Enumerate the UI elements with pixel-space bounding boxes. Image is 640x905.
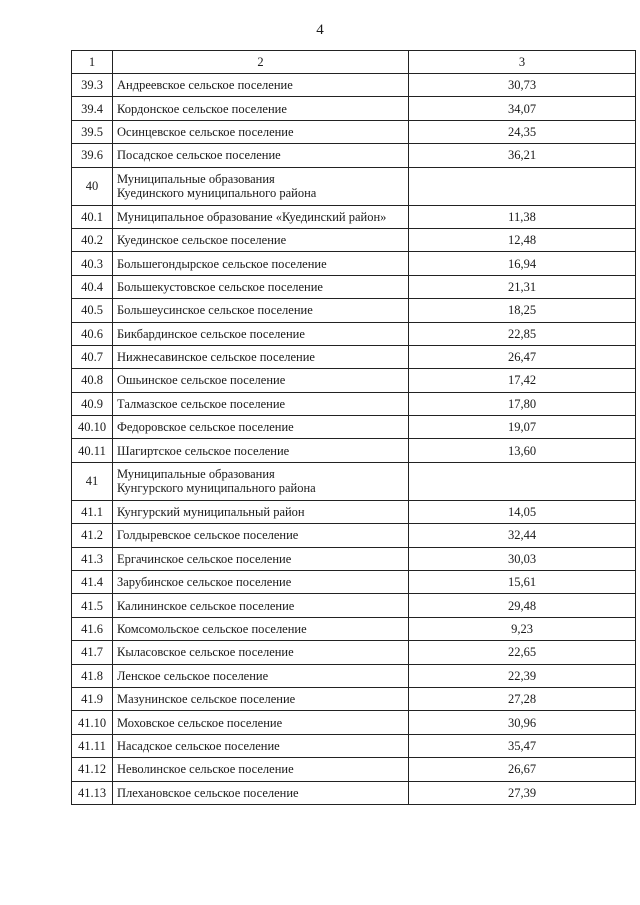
row-name (113, 462, 409, 500)
row-value: 22,85 (409, 322, 636, 345)
table-group-row (72, 462, 636, 500)
row-name (113, 275, 409, 298)
row-name-line: Нижнесавинское сельское поселение (117, 350, 315, 365)
row-number: 39.6 (72, 144, 113, 167)
row-value: 12,48 (409, 228, 636, 251)
row-name (113, 439, 409, 462)
table-row (72, 524, 636, 547)
table-row (72, 120, 636, 143)
row-value: 26,47 (409, 345, 636, 368)
row-name-line: Бикбардинское сельское поселение (117, 326, 305, 341)
row-name (113, 664, 409, 687)
row-number: 40 (72, 167, 113, 205)
header-col-2: 2 (113, 51, 409, 74)
row-value: 11,38 (409, 205, 636, 228)
table-row (72, 144, 636, 167)
row-name-line: Ошьинское сельское поселение (117, 373, 286, 388)
row-name-line: Неволинское сельское поселение (117, 762, 294, 777)
row-name-line: Калининское сельское поселение (117, 598, 295, 613)
row-name-line: Осинцевское сельское поселение (117, 124, 294, 139)
row-value: 24,35 (409, 120, 636, 143)
row-name-line: Кунгурский муниципальный район (117, 505, 305, 520)
table-row (72, 97, 636, 120)
row-name-line: Кордонское сельское поселение (117, 101, 287, 116)
row-number: 39.5 (72, 120, 113, 143)
table-row (72, 369, 636, 392)
row-name-line: Муниципальные образования (117, 172, 275, 187)
table-row (72, 547, 636, 570)
row-value: 30,96 (409, 711, 636, 734)
row-name (113, 687, 409, 710)
row-name (113, 120, 409, 143)
row-value: 16,94 (409, 252, 636, 275)
row-number: 41.9 (72, 687, 113, 710)
row-number: 41.12 (72, 758, 113, 781)
row-number: 40.7 (72, 345, 113, 368)
row-name (113, 641, 409, 664)
row-number: 39.4 (72, 97, 113, 120)
row-name (113, 167, 409, 205)
row-name (113, 711, 409, 734)
table-row (72, 734, 636, 757)
table-row (72, 687, 636, 710)
row-value: 22,65 (409, 641, 636, 664)
row-name (113, 74, 409, 97)
row-name-line: Андреевское сельское поселение (117, 78, 293, 93)
row-value (409, 167, 636, 205)
row-number: 41.3 (72, 547, 113, 570)
table-row (72, 275, 636, 298)
row-name-line: Посадское сельское поселение (117, 148, 281, 163)
row-name (113, 144, 409, 167)
row-number: 41.6 (72, 617, 113, 640)
row-name (113, 299, 409, 322)
row-number: 41.5 (72, 594, 113, 617)
row-number: 39.3 (72, 74, 113, 97)
row-number: 41.7 (72, 641, 113, 664)
row-value: 30,73 (409, 74, 636, 97)
row-number: 40.10 (72, 416, 113, 439)
row-number: 41 (72, 462, 113, 500)
row-number: 40.2 (72, 228, 113, 251)
row-name (113, 571, 409, 594)
row-number: 41.4 (72, 571, 113, 594)
row-number: 40.4 (72, 275, 113, 298)
row-value: 19,07 (409, 416, 636, 439)
row-name-line: Ленское сельское поселение (117, 668, 269, 683)
table-row (72, 781, 636, 804)
table-row (72, 594, 636, 617)
row-name (113, 322, 409, 345)
row-name-line: Шагиртское сельское поселение (117, 443, 290, 458)
row-value: 30,03 (409, 547, 636, 570)
row-name (113, 547, 409, 570)
table-row (72, 205, 636, 228)
row-number: 41.2 (72, 524, 113, 547)
row-name (113, 781, 409, 804)
row-name (113, 617, 409, 640)
row-name (113, 228, 409, 251)
table-group-row (72, 167, 636, 205)
row-number: 40.9 (72, 392, 113, 415)
table-row (72, 345, 636, 368)
row-value: 27,39 (409, 781, 636, 804)
row-value: 13,60 (409, 439, 636, 462)
header-col-3: 3 (409, 51, 636, 74)
row-number: 41.11 (72, 734, 113, 757)
table-row (72, 322, 636, 345)
row-value: 36,21 (409, 144, 636, 167)
row-name (113, 392, 409, 415)
row-number: 40.3 (72, 252, 113, 275)
row-name-line: Федоровское сельское поселение (117, 420, 294, 435)
row-name-line: Большеусинское сельское поселение (117, 303, 313, 318)
row-name-line: Плехановское сельское поселение (117, 785, 299, 800)
row-name-line: Муниципальное образование «Куединский район» (117, 209, 387, 224)
table-row (72, 74, 636, 97)
table-row (72, 416, 636, 439)
row-number: 41.1 (72, 500, 113, 523)
header-row (72, 51, 636, 74)
row-value: 15,61 (409, 571, 636, 594)
row-value: 27,28 (409, 687, 636, 710)
row-name-line: Большекустовское сельское поселение (117, 279, 323, 294)
table-row (72, 664, 636, 687)
row-name-line: Муниципальные образования (117, 467, 275, 482)
row-name-line: Моховское сельское поселение (117, 715, 283, 730)
row-number: 40.5 (72, 299, 113, 322)
row-name (113, 345, 409, 368)
row-value: 18,25 (409, 299, 636, 322)
row-name-line: Кунгурского муниципального района (117, 481, 316, 496)
row-number: 41.10 (72, 711, 113, 734)
row-value: 35,47 (409, 734, 636, 757)
row-value: 34,07 (409, 97, 636, 120)
table-row (72, 252, 636, 275)
row-value: 17,42 (409, 369, 636, 392)
table-row (72, 392, 636, 415)
row-name-line: Талмазское сельское поселение (117, 396, 286, 411)
row-name (113, 416, 409, 439)
row-name-line: Голдыревское сельское поселение (117, 528, 299, 543)
row-value: 29,48 (409, 594, 636, 617)
municipal-table (71, 50, 636, 805)
table-row (72, 641, 636, 664)
row-number: 41.8 (72, 664, 113, 687)
row-number: 40.1 (72, 205, 113, 228)
row-value (409, 462, 636, 500)
row-name (113, 524, 409, 547)
row-name (113, 734, 409, 757)
row-name (113, 500, 409, 523)
row-number: 40.6 (72, 322, 113, 345)
table-row (72, 299, 636, 322)
row-name (113, 205, 409, 228)
row-number: 40.8 (72, 369, 113, 392)
row-value: 9,23 (409, 617, 636, 640)
row-name (113, 369, 409, 392)
table-row (72, 711, 636, 734)
row-name-line: Кыласовское сельское поселение (117, 645, 294, 660)
row-name-line: Большегондырское сельское поселение (117, 256, 327, 271)
row-value: 22,39 (409, 664, 636, 687)
page-number: 4 (316, 22, 324, 38)
row-name-line: Зарубинское сельское поселение (117, 575, 292, 590)
row-name-line: Комсомольское сельское поселение (117, 622, 307, 636)
row-name (113, 594, 409, 617)
row-number: 40.11 (72, 439, 113, 462)
row-name (113, 758, 409, 781)
table-header (72, 51, 636, 74)
row-value: 14,05 (409, 500, 636, 523)
row-name-line: Куединское сельское поселение (117, 233, 287, 248)
row-value: 32,44 (409, 524, 636, 547)
table-row (72, 571, 636, 594)
row-name-line: Куединского муниципального района (117, 186, 317, 201)
table-row (72, 758, 636, 781)
row-name-line: Мазунинское сельское поселение (117, 692, 296, 707)
row-value: 21,31 (409, 275, 636, 298)
table-row (72, 500, 636, 523)
table-body (72, 74, 636, 805)
table-row (72, 228, 636, 251)
table-row (72, 617, 636, 640)
row-name-line: Насадское сельское поселение (117, 738, 280, 753)
row-number: 41.13 (72, 781, 113, 804)
row-name (113, 252, 409, 275)
row-value: 17,80 (409, 392, 636, 415)
header-col-1: 1 (72, 51, 113, 74)
table-row (72, 439, 636, 462)
row-name (113, 97, 409, 120)
row-value: 26,67 (409, 758, 636, 781)
row-name-line: Ергачинское сельское поселение (117, 551, 292, 566)
